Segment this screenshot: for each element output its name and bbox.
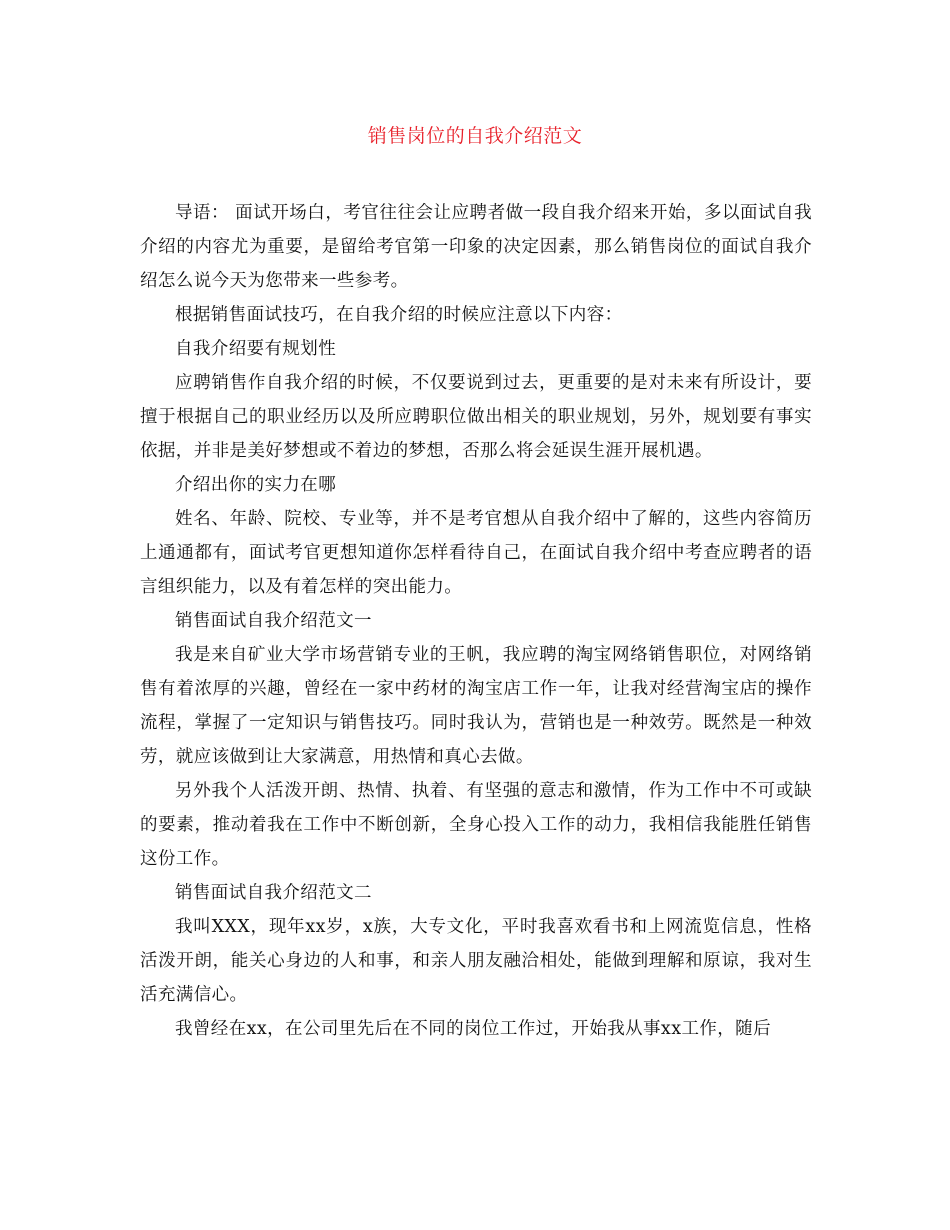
paragraph-intro: 导语： 面试开场白，考官往往会让应聘者做一段自我介绍来开始，多以面试自我介绍的内容尤为重要，是留给考官第一印象的决定因素，那么销售岗位的面试自我介绍怎么说今天为您带来一些参考。 bbox=[140, 203, 812, 291]
section-heading-strength: 介绍出你的实力在哪 bbox=[175, 475, 337, 495]
section-heading-planning: 自我介绍要有规划性 bbox=[175, 339, 337, 359]
paragraph-strength: 姓名、年龄、院校、专业等，并不是考官想从自我介绍中了解的，这些内容简历上通通都有，面试考官更想知道你怎样看待自己，在面试自我介绍中考查应聘者的语言组织能力，以及有着怎样的突出能力。 bbox=[140, 509, 812, 597]
paragraph-example-two-b: 我曾经在xx，在公司里先后在不同的岗位工作过，开始我从事xx工作，随后 bbox=[175, 1019, 771, 1039]
section-heading-example-two: 销售面试自我介绍范文二 bbox=[175, 883, 372, 903]
paragraph-example-one-a: 我是来自矿业大学市场营销专业的王帆，我应聘的淘宝网络销售职位，对网络销售有着浓厚的兴趣，曾经在一家中药材的淘宝店工作一年，让我对经营淘宝店的操作流程，掌握了一定知识与销售技巧。同时我认为，营销也是一种效劳。既然是一种效劳，就应该做到让大家满意，用热情和真心去做。 bbox=[140, 645, 812, 767]
paragraph-planning: 应聘销售作自我介绍的时候，不仅要说到过去，更重要的是对未来有所设计，要擅于根据自己的职业经历以及所应聘职位做出相关的职业规划，另外，规划要有事实依据，并非是美好梦想或不着边的梦想，否那么将会延误生涯开展机遇。 bbox=[140, 373, 812, 461]
document-body bbox=[140, 196, 812, 1046]
document-title: 销售岗位的自我介绍范文 bbox=[367, 125, 583, 147]
paragraph-lead: 根据销售面试技巧，在自我介绍的时候应注意以下内容： bbox=[175, 305, 623, 325]
section-heading-example-one: 销售面试自我介绍范文一 bbox=[175, 611, 372, 631]
paragraph-example-two-a: 我叫XXX，现年xx岁，x族，大专文化，平时我喜欢看书和上网流览信息，性格活泼开朗，能关心身边的人和事，和亲人朋友融洽相处，能做到理解和原谅，我对生活充满信心。 bbox=[140, 917, 812, 1005]
paragraph-example-one-b: 另外我个人活泼开朗、热情、执着、有坚强的意志和激情，作为工作中不可或缺的要素，推动着我在工作中不断创新，全身心投入工作的动力，我相信我能胜任销售这份工作。 bbox=[140, 781, 812, 869]
